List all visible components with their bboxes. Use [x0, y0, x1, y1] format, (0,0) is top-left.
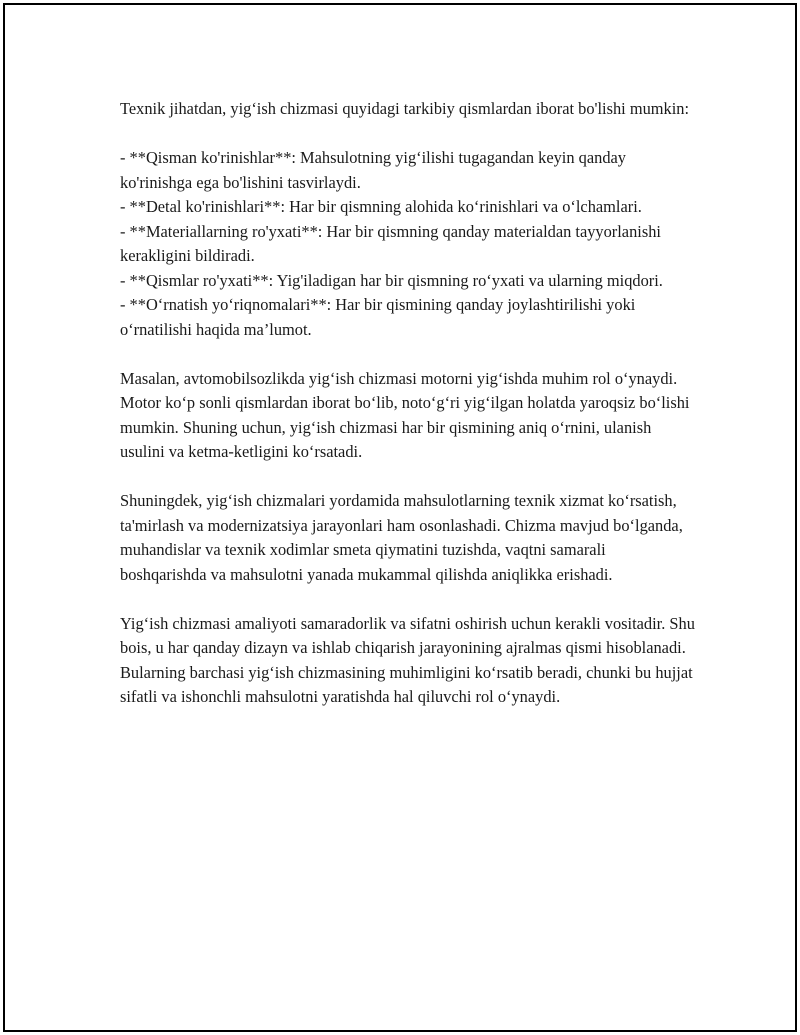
- components-list: [120, 146, 695, 342]
- intro-paragraph: Texnik jihatdan, yig‘ish chizmasi quyidagi tarkibiy qismlardan iborat bo'lishi mumkin:: [120, 99, 690, 118]
- list-item: - **Detal ko'rinishlari**: Har bir qismning alohida ko‘rinishlari va o‘lchamlari.: [120, 197, 642, 216]
- document-body: [120, 97, 695, 734]
- example-paragraph: Masalan, avtomobilsozlikda yig‘ish chizmasi motorni yig‘ishda muhim rol o‘ynaydi. Motor ko‘p sonli qismlardan iborat bo‘lib, noto‘g‘ri yig‘ilgan holatda yaroqsiz bo‘lishi mumkin. Shuning uchun, yig‘ish chizmasi har bir qismining aniq o‘rnini, ulanish usulini va ketma-ketligini ko‘rsatadi.: [120, 368, 690, 461]
- list-item: - **Qismlar ro'yxati**: Yig'iladigan har bir qismning ro‘yxati va ularning miqdori.: [120, 270, 663, 290]
- maintenance-paragraph: Shuningdek, yig‘ish chizmalari yordamida mahsulotlarning texnik xizmat ko‘rsatish, ta'mirlash va modernizatsiya jarayonlari ham osonlashadi. Chizma mavjud bo‘lganda, muhandislar va texnik xodimlar smeta qiymatini tuzishda, vaqtni samarali boshqarishda va mahsulotni yanada mukammal qilishda aniqlikka erishadi.: [120, 491, 683, 584]
- list-item: - **O‘rnatish yo‘riqnomalari**: Har bir qismining qanday joylashtirilishi yoki o‘rnatilishi haqida ma’lumot.: [120, 295, 636, 339]
- list-item: - **Qisman ko'rinishlar**: Mahsulotning yig‘ilishi tugagandan keyin qanday ko'rinishga ega bo'lishini tasvirlaydi.: [120, 148, 626, 192]
- document-page: [3, 3, 797, 1032]
- conclusion-paragraph: Yig‘ish chizmasi amaliyoti samaradorlik va sifatni oshirish uchun kerakli vositadir. Shu bois, u har qanday dizayn va ishlab chiqarish jarayonining ajralmas qismi hisoblanadi. Bularning barchasi yig‘ish chizmasining muhimligini ko‘rsatib beradi, chunki bu hujjat sifatli va ishonchli mahsulotni yaratishda hal qiluvchi rol o‘ynaydi.: [120, 613, 695, 706]
- list-item: - **Materiallarning ro'yxati**: Har bir qismning qanday materialdan tayyorlanishi kerakligini bildiradi.: [120, 221, 661, 265]
